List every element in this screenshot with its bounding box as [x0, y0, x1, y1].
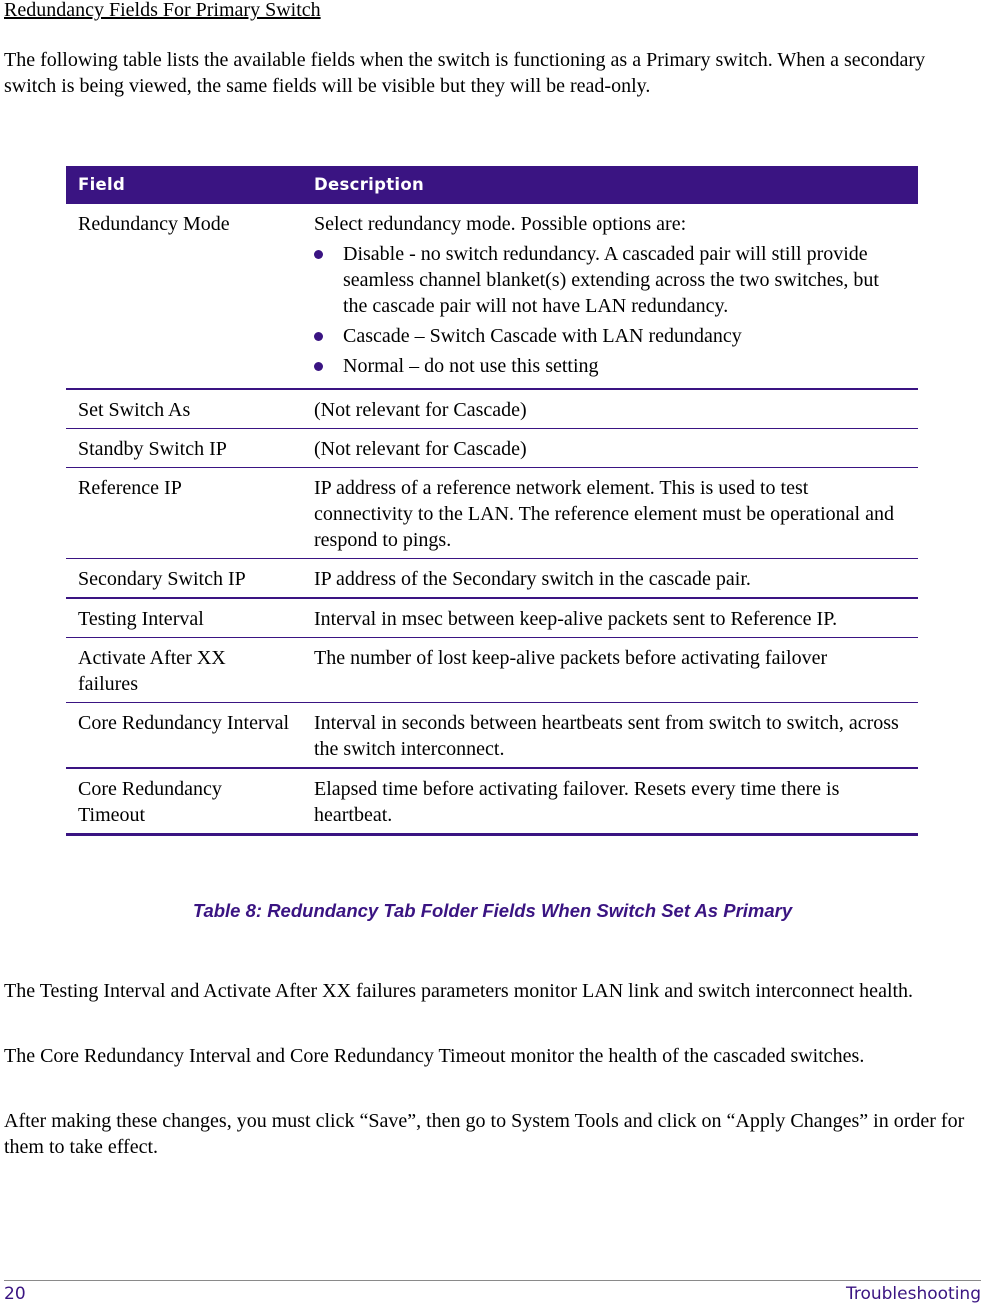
body-paragraph: The Core Redundancy Interval and Core Redundancy Timeout monitor the health of the cascaded switches. [4, 1045, 865, 1067]
header-field: Field [66, 166, 302, 204]
table-row [66, 768, 918, 835]
bullet-icon [314, 250, 323, 259]
bullet-icon [314, 332, 323, 341]
list-item-text: Disable - no switch redundancy. A cascaded pair will still provide seamless channel blanket(s) extending across the two switches, but the cascade pair will not have LAN redundancy. [343, 243, 879, 317]
table-row [66, 638, 918, 703]
body-paragraph: After making these changes, you must click “Save”, then go to System Tools and click on “Apply Changes” in order for them to take effect. [4, 1110, 965, 1158]
field-name: Activate After XX failures [66, 638, 302, 703]
footer-divider [4, 1280, 981, 1281]
list-item-text: Normal – do not use this setting [343, 355, 599, 377]
table-row [66, 703, 918, 769]
body-paragraph: The Testing Interval and Activate After XX failures parameters monitor LAN link and switch interconnect health. [4, 980, 914, 1002]
field-description: (Not relevant for Cascade) [302, 389, 918, 429]
field-description [302, 204, 918, 389]
field-description: (Not relevant for Cascade) [302, 429, 918, 468]
section-heading: Redundancy Fields For Primary Switch [4, 0, 321, 21]
field-description: Interval in msec between keep-alive packets sent to Reference IP. [302, 598, 918, 638]
field-name: Standby Switch IP [66, 429, 302, 468]
table-row [66, 204, 918, 389]
field-description: The number of lost keep-alive packets before activating failover [302, 638, 918, 703]
list-item [314, 353, 906, 379]
list-item [314, 323, 906, 349]
options-list [314, 241, 906, 379]
intro-paragraph: The following table lists the available fields when the switch is functioning as a Primary switch. When a secondary switch is being viewed, the same fields will be visible but they will be read-only. [4, 49, 926, 97]
table-header-row [66, 166, 918, 204]
page-number: 20 [4, 1284, 26, 1304]
field-name: Core Redundancy Timeout [66, 768, 302, 835]
header-description: Description [302, 166, 918, 204]
description-text: Select redundancy mode. Possible options are: [314, 213, 687, 235]
field-name: Testing Interval [66, 598, 302, 638]
bullet-icon [314, 362, 323, 371]
field-name: Set Switch As [66, 389, 302, 429]
field-name: Redundancy Mode [66, 204, 302, 389]
field-name: Secondary Switch IP [66, 559, 302, 599]
field-description: Elapsed time before activating failover. Resets every time there is heartbeat. [302, 768, 918, 835]
table-row [66, 468, 918, 559]
field-name: Core Redundancy Interval [66, 703, 302, 769]
field-description: IP address of the Secondary switch in the cascade pair. [302, 559, 918, 599]
field-description: IP address of a reference network element. This is used to test connectivity to the LAN. The reference element must be operational and respond to pings. [302, 468, 918, 559]
table-row [66, 559, 918, 599]
table-row [66, 429, 918, 468]
field-description: Interval in seconds between heartbeats sent from switch to switch, across the switch interconnect. [302, 703, 918, 769]
field-name: Reference IP [66, 468, 302, 559]
table-row [66, 598, 918, 638]
list-item-text: Cascade – Switch Cascade with LAN redundancy [343, 325, 742, 347]
fields-table [66, 166, 918, 836]
footer-section-title: Troubleshooting [845, 1284, 981, 1304]
list-item [314, 241, 906, 319]
table-row [66, 389, 918, 429]
table-caption: Table 8: Redundancy Tab Folder Fields When Switch Set As Primary [192, 900, 793, 921]
